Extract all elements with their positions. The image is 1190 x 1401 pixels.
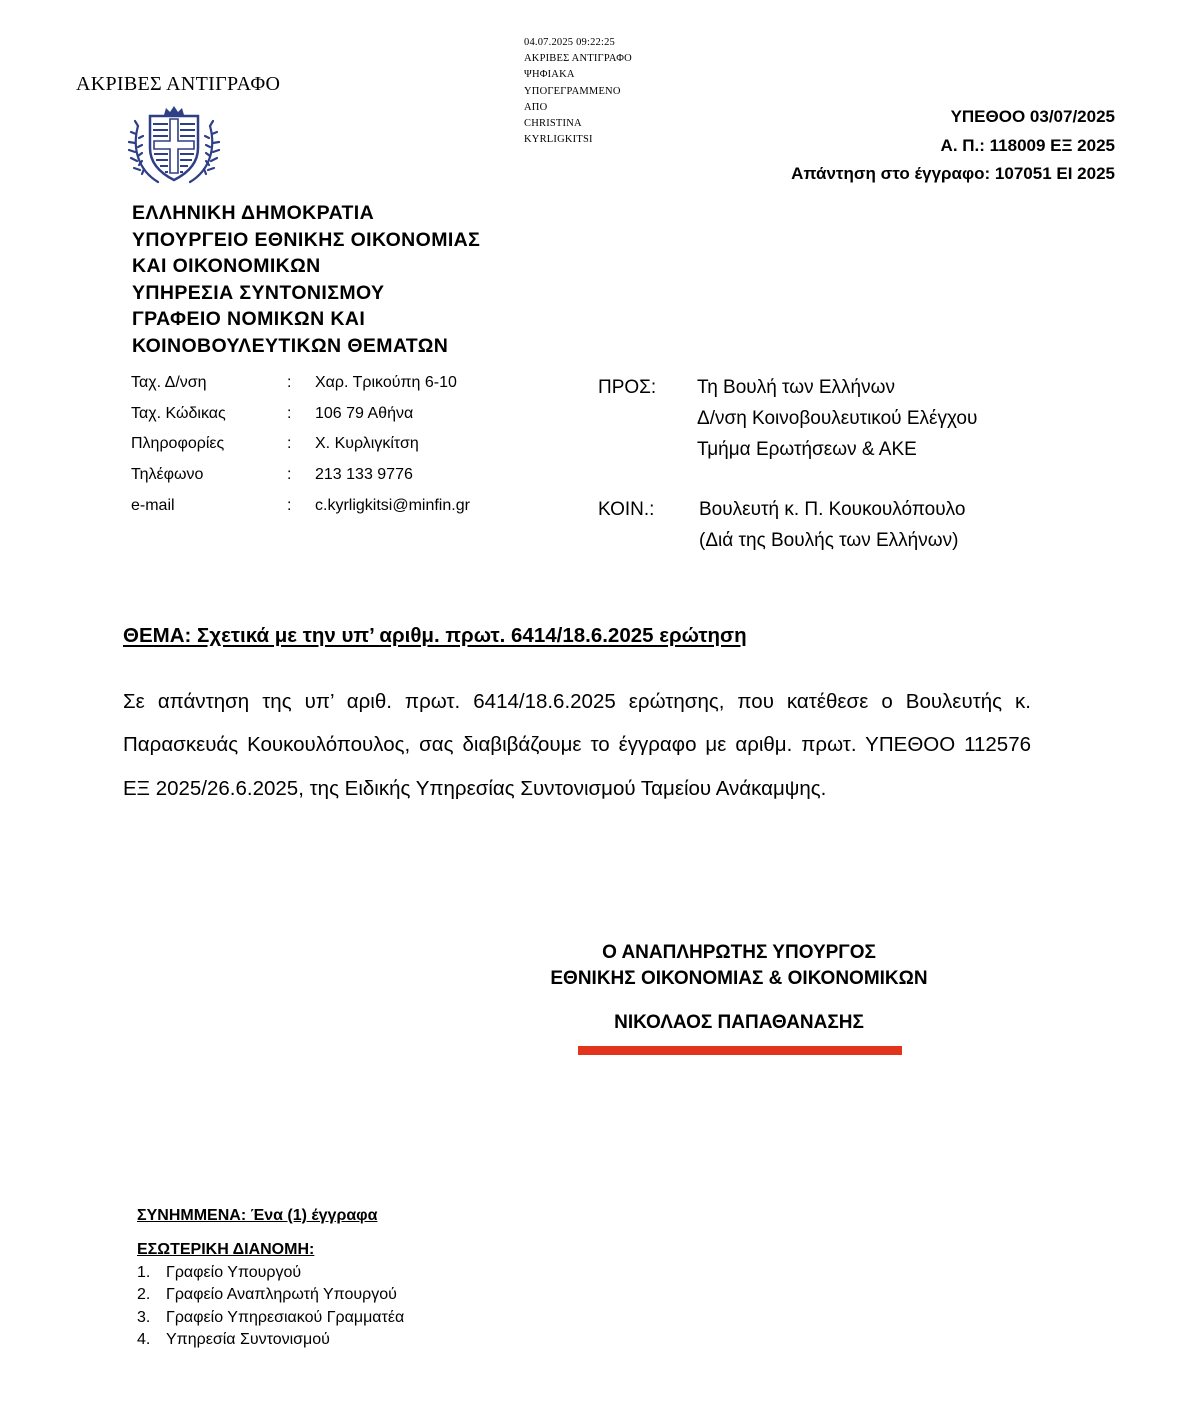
list-item-text: Γραφείο Υπηρεσιακού Γραμματέα <box>166 1308 405 1326</box>
recipient-line: (Διά της Βουλής των Ελλήνων) <box>699 530 959 551</box>
list-item-text: Γραφείο Υπουργού <box>166 1264 302 1281</box>
stamp-line: CHRISTINA <box>524 118 582 130</box>
contact-separator: : <box>287 435 292 453</box>
stamp-line: ΥΠΟΓΕΓΡΑΜΜΕΝΟ <box>524 85 621 97</box>
recipient-to-label: ΠΡΟΣ: <box>598 377 657 398</box>
org-line: ΥΠΗΡΕΣΙΑ ΣΥΝΤΟΝΙΣΜΟΥ <box>132 281 385 304</box>
recipient-line: Δ/νση Κοινοβουλευτικού Ελέγχου <box>697 408 978 429</box>
contact-separator: : <box>287 466 292 484</box>
list-item <box>137 1329 404 1351</box>
list-item-text: Γραφείο Αναπληρωτή Υπουργού <box>166 1286 397 1304</box>
internal-distribution-title: ΕΣΩΤΕΡΙΚΗ ΔΙΑΝΟΜΗ: <box>137 1241 315 1258</box>
digital-signature-stamp <box>524 35 632 148</box>
stamp-line: ΑΚΡΙΒΕΣ ΑΝΤΙΓΡΑΦΟ <box>524 53 632 65</box>
org-line: ΚΑΙ ΟΙΚΟΝΟΜΙΚΩΝ <box>132 255 321 278</box>
list-item-number: 1. <box>137 1264 151 1281</box>
reference-date: ΥΠΕΘΟΟ 03/07/2025 <box>950 107 1115 126</box>
stamp-line: ΑΠΟ <box>524 101 548 113</box>
contact-value: 106 79 Αθήνα <box>315 404 414 422</box>
stamp-line: ΨΗΦΙΑΚΑ <box>524 69 575 81</box>
org-line: ΓΡΑΦΕΙΟ ΝΟΜΙΚΩΝ ΚΑΙ <box>132 308 366 331</box>
contact-separator: : <box>287 496 292 514</box>
letter-body: Σε απάντηση της υπ’ αριθ. πρωτ. 6414/18.6.2025 ερώτησης, που κατέθεσε ο Βουλευτής κ. Παρασκευάς Κουκουλόπουλος, σας διαβιβάζουμε το έγγραφο με αριθμ. πρωτ. ΥΠΕΘΟΟ 112576 ΕΞ 2025/26.6.2025, της Ειδικής Υπηρεσίας Συντονισμού Ταμείου Ανάκαμψης. <box>123 690 1031 800</box>
contact-label: e-mail <box>131 496 175 514</box>
contact-separator: : <box>287 374 292 391</box>
recipient-line: Τη Βουλή των Ελλήνων <box>697 377 895 398</box>
contact-value: Χ. Κυρλιγκίτση <box>315 435 419 453</box>
contact-label: Πληροφορίες <box>131 435 225 453</box>
contact-label: Ταχ. Δ/νση <box>131 374 207 391</box>
stamp-line: KYRLIGKITSI <box>524 134 593 146</box>
contact-separator: : <box>287 404 292 422</box>
signatory-title-line2: ΕΘΝΙΚΗΣ ΟΙΚΟΝΟΜΙΑΣ & ΟΙΚΟΝΟΜΙΚΩΝ <box>550 968 928 989</box>
reference-reply-to: Απάντηση στο έγγραφο: 107051 ΕΙ 2025 <box>791 164 1115 183</box>
recipient-line: Βουλευτή κ. Π. Κουκουλόπουλο <box>699 499 966 520</box>
signatory-name: ΝΙΚΟΛΑΟΣ ΠΑΠΑΘΑΝΑΣΗΣ <box>614 1012 864 1033</box>
document-reference <box>791 103 1115 189</box>
issuing-organization <box>132 200 480 360</box>
org-line: ΕΛΛΗΝΙΚΗ ΔΗΜΟΚΡΑΤΙΑ <box>132 202 375 224</box>
stamp-line: 04.07.2025 09:22:25 <box>524 37 616 48</box>
recipient-line: Τμήμα Ερωτήσεων & ΑΚΕ <box>697 439 917 460</box>
list-item-number: 3. <box>137 1308 151 1326</box>
attachments-note: ΣΥΝΗΜΜΕΝΑ: Ένα (1) έγγραφα <box>137 1207 378 1224</box>
org-line: ΥΠΟΥΡΓΕΙΟ ΕΘΝΙΚΗΣ ΟΙΚΟΝΟΜΙΑΣ <box>132 228 481 251</box>
signatory-title-line1: Ο ΑΝΑΠΛΗΡΩΤΗΣ ΥΠΟΥΡΓΟΣ <box>602 942 876 963</box>
recipient-cc-block <box>699 494 965 556</box>
contact-value: 213 133 9776 <box>315 466 413 484</box>
list-item <box>137 1307 404 1329</box>
list-item-number: 4. <box>137 1330 151 1348</box>
coat-of-arms-icon <box>128 104 220 188</box>
reference-protocol-number: Α. Π.: 118009 ΕΞ 2025 <box>940 135 1115 155</box>
letter-subject: ΘΕΜΑ: Σχετικά με την υπ’ αριθμ. πρωτ. 6414/18.6.2025 ερώτηση <box>123 624 747 647</box>
certified-copy-label: ΑΚΡΙΒΕΣ ΑΝΤΙΓΡΑΦΟ <box>76 73 281 95</box>
list-item <box>137 1262 404 1284</box>
signature-underline-bar <box>578 1046 902 1055</box>
list-item <box>137 1284 404 1306</box>
contact-label: Τηλέφωνο <box>131 466 204 484</box>
contact-label: Ταχ. Κώδικας <box>131 404 226 422</box>
org-line: ΚΟΙΝΟΒΟΥΛΕΥΤΙΚΩΝ ΘΕΜΑΤΩΝ <box>132 334 449 357</box>
recipient-cc-label: ΚΟΙΝ.: <box>598 499 655 520</box>
internal-distribution-list <box>137 1262 404 1351</box>
recipient-to-block <box>697 372 977 465</box>
list-item-number: 2. <box>137 1286 151 1304</box>
list-item-text: Υπηρεσία Συντονισμού <box>166 1330 330 1348</box>
contact-email-value: c.kyrligkitsi@minfin.gr <box>315 496 470 514</box>
contact-value: Χαρ. Τρικούπη 6-10 <box>315 374 457 391</box>
